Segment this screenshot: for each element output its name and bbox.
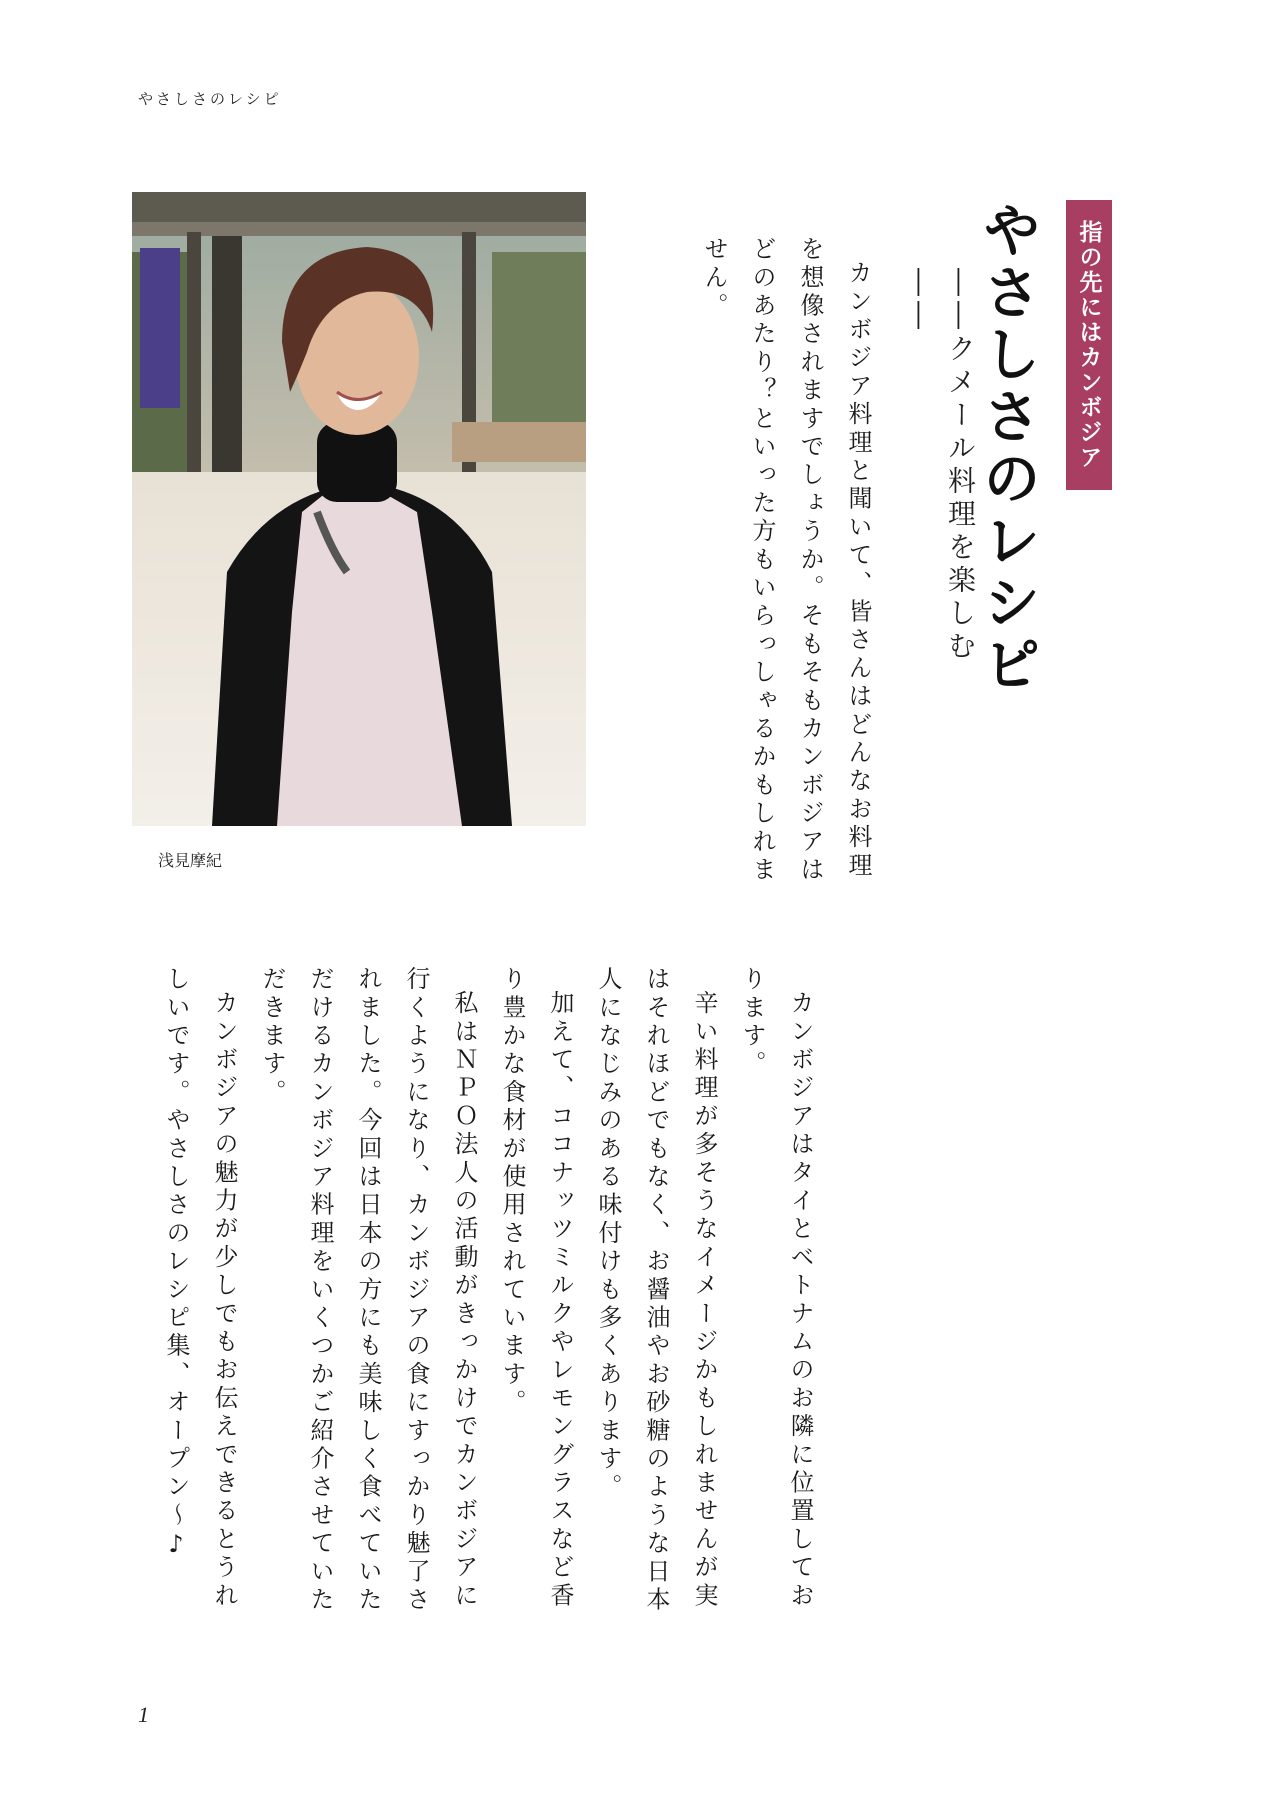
body-paragraph: カンボジアはタイとベトナムのお隣に位置しております。 (738, 966, 814, 1611)
page-number: 1 (138, 1702, 149, 1727)
photo-caption: 浅見摩紀 (158, 851, 223, 870)
body-text (162, 966, 824, 1626)
series-tag: 指の先にはカンボジア (1066, 200, 1112, 490)
author-photo (132, 192, 586, 826)
intro-text: カンボジア料理と聞いて、皆さんはどんなお料理を想像されますでしょうか。そもそもカンボジアはどのあたり？といった方もいらっしゃるかもしれません。 (700, 236, 872, 885)
intro-paragraph (690, 236, 882, 896)
author-photo-illustration (132, 192, 586, 826)
page-subtitle: ――クメール料理を楽しむ―― (904, 268, 977, 664)
body-paragraph: カンボジアの魅力が少しでもお伝えできるとうれしいです。やさしさのレシピ集、オープン～♪ (162, 966, 238, 1611)
running-header: やさしさのレシピ (138, 90, 282, 108)
body-paragraph: 辛い料理が多そうなイメージかもしれませんが実はそれほどでもなく、お醤油やお砂糖のような日本人になじみのある味付けも多くあります。 (594, 966, 718, 1615)
body-paragraph: 私はＮＰＯ法人の活動がきっかけでカンボジアに行くようになり、カンボジアの食にすっかり魅了されました。今回は日本の方にも美味しく食べていただけるカンボジア料理をいくつかご紹介させていただきます。 (258, 966, 478, 1615)
body-paragraph: 加えて、ココナッツミルクやレモングラスなど香り豊かな食材が使用されています。 (498, 966, 574, 1611)
page-title: やさしさのレシピ (973, 200, 1041, 696)
